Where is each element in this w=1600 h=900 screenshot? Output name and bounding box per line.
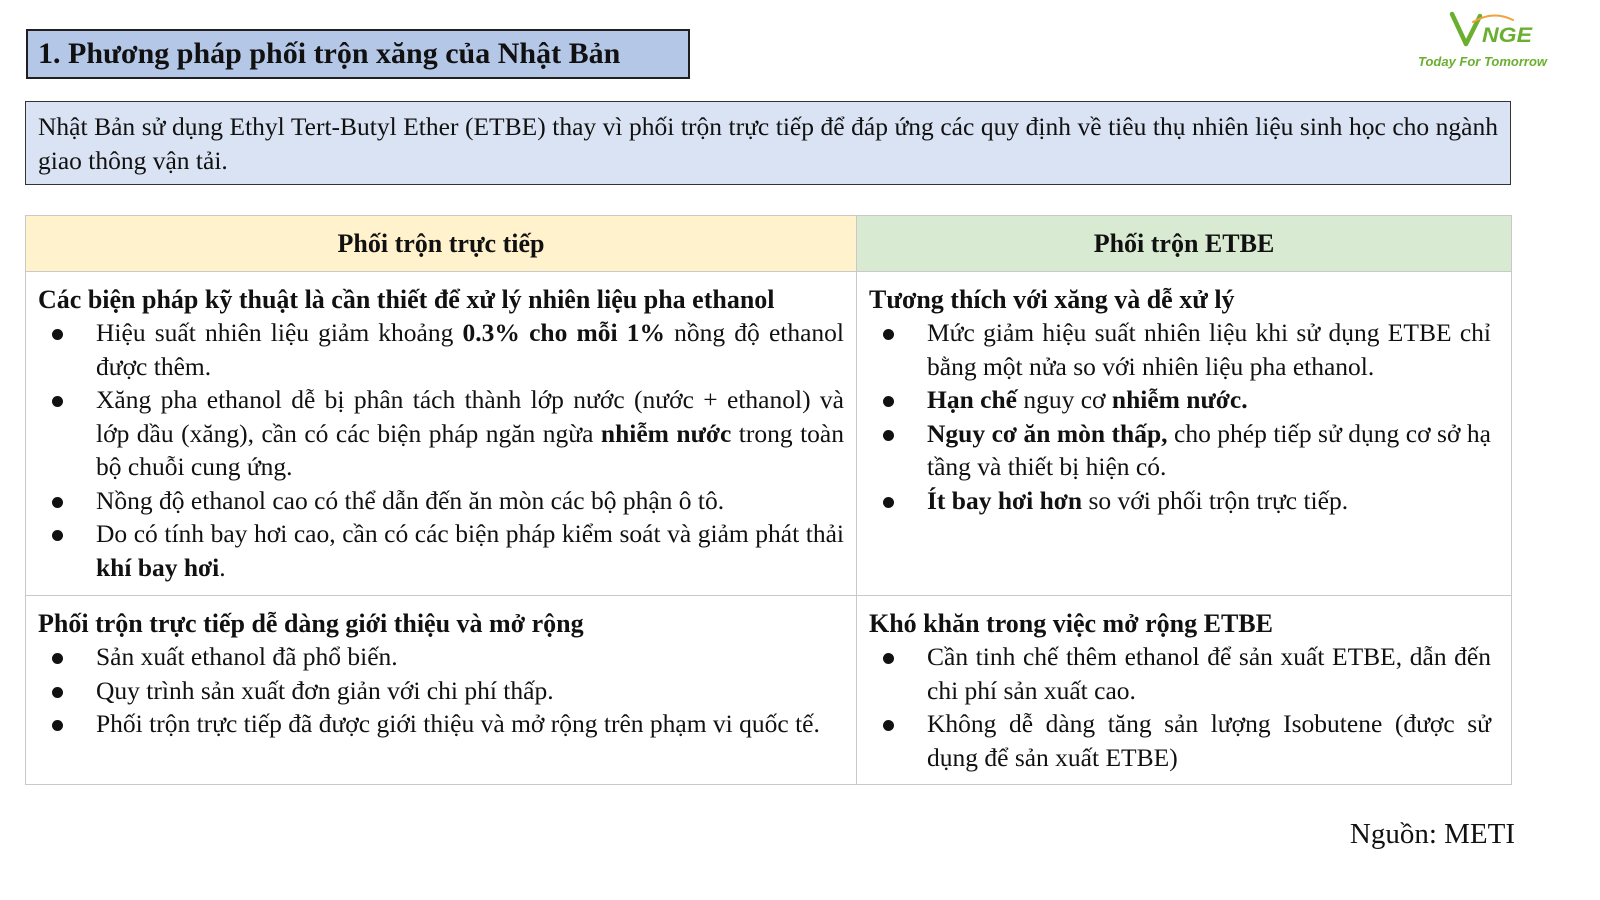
bullet-list — [38, 316, 844, 584]
cell-heading: Tương thích với xăng và dễ xử lý — [869, 285, 1235, 314]
list-item — [869, 484, 1491, 518]
table-cell — [857, 596, 1512, 785]
table-row — [26, 272, 1512, 596]
svg-text:NGE: NGE — [1482, 24, 1534, 47]
bullet-dot-icon — [52, 396, 63, 407]
bullet-dot-icon — [883, 653, 894, 664]
source-note: Nguồn: METI — [1349, 818, 1515, 850]
cell-heading: Các biện pháp kỹ thuật là cần thiết để xử lý nhiên liệu pha ethanol — [38, 285, 775, 314]
text-run: trong toàn bộ chuỗi cung ứng. — [96, 418, 844, 481]
bullet-dot-icon — [52, 497, 63, 508]
text-run: . — [219, 552, 226, 582]
list-item — [38, 316, 844, 383]
bullet-dot-icon — [52, 720, 63, 731]
list-item — [869, 383, 1491, 417]
text-run: Xăng pha ethanol dễ bị phân tách thành lớp nước (nước + ethanol) và lớp dầu (xăng), cần có các biện pháp ngăn ngừa — [96, 385, 844, 448]
bullet-dot-icon — [52, 687, 63, 698]
table-row — [26, 596, 1512, 785]
text-run: Do có tính bay hơi cao, cần có các biện pháp kiểm soát và giảm phát thải — [96, 519, 844, 548]
list-item — [38, 674, 844, 708]
intro-text: Nhật Bản sử dụng Ethyl Tert-Butyl Ether (ETBE) thay vì phối trộn trực tiếp để đáp ứng các quy định về tiêu thụ nhiên liệu sinh học cho ngành giao thông vận tải. — [25, 101, 1511, 185]
vnge-logo — [1415, 10, 1555, 75]
list-item — [869, 640, 1491, 707]
bullet-dot-icon — [883, 396, 894, 407]
bullet-dot-icon — [52, 653, 63, 664]
table-cell — [857, 272, 1512, 596]
bullet-list — [38, 640, 844, 741]
table-header-row — [26, 216, 1512, 272]
text-run: Phối trộn trực tiếp đã được giới thiệu và mở rộng trên phạm vi quốc tế. — [96, 709, 820, 738]
text-run: cho phép tiếp sử dụng cơ sở hạ tầng và thiết bị hiện có. — [927, 418, 1491, 481]
list-item — [38, 640, 844, 674]
bullet-dot-icon — [52, 329, 63, 340]
bold-text: Hạn chế — [927, 385, 1017, 414]
text-run: Sản xuất ethanol đã phổ biến. — [96, 642, 398, 671]
list-item — [38, 517, 844, 584]
bullet-dot-icon — [52, 530, 63, 541]
bullet-dot-icon — [883, 329, 894, 340]
list-item — [869, 417, 1491, 484]
text-run: Hiệu suất nhiên liệu giảm khoảng — [96, 318, 463, 347]
text-run: nồng độ ethanol được thêm. — [96, 318, 845, 381]
list-item — [869, 707, 1491, 774]
list-item — [38, 484, 844, 518]
text-run: nguy cơ — [1016, 385, 1112, 414]
text-run: Không dễ dàng tăng sản lượng Isobutene (được sử dụng để sản xuất ETBE) — [927, 709, 1491, 772]
bullet-list — [869, 316, 1491, 517]
text-run: Nồng độ ethanol cao có thể dẫn đến ăn mòn các bộ phận ô tô. — [96, 485, 725, 515]
table-cell — [26, 272, 857, 596]
text-run: so với phối trộn trực tiếp. — [1082, 485, 1349, 515]
bold-text: nhiễm nước — [600, 418, 732, 448]
bold-text: Nguy cơ ăn mòn thấp, — [927, 418, 1168, 448]
header-etbe-blending: Phối trộn ETBE — [857, 216, 1512, 272]
logo-mark-icon — [1449, 10, 1539, 52]
table-cell — [26, 596, 857, 785]
bullet-dot-icon — [883, 430, 894, 441]
bold-text: 0.3% cho mỗi 1% — [462, 318, 665, 347]
comparison-table — [25, 215, 1512, 785]
bullet-dot-icon — [883, 497, 894, 508]
text-run: Quy trình sản xuất đơn giản với chi phí thấp. — [96, 675, 554, 705]
header-direct-blending: Phối trộn trực tiếp — [26, 216, 857, 272]
list-item — [38, 707, 844, 741]
logo-slogan: Today For Tomorrow — [1418, 54, 1548, 69]
text-run: Cần tinh chế thêm ethanol để sản xuất ETBE, dẫn đến chi phí sản xuất cao. — [927, 642, 1491, 705]
bold-text: khí bay hơi — [96, 552, 220, 582]
list-item — [869, 316, 1491, 383]
bullet-dot-icon — [883, 720, 894, 731]
bullet-list — [869, 640, 1491, 774]
page-title: 1. Phương pháp phối trộn xăng của Nhật Bản — [26, 29, 690, 79]
cell-heading: Phối trộn trực tiếp dễ dàng giới thiệu và mở rộng — [38, 609, 584, 638]
bold-text: nhiễm nước. — [1111, 385, 1248, 414]
bold-text: Ít bay hơi hơn — [927, 485, 1083, 515]
text-run: Mức giảm hiệu suất nhiên liệu khi sử dụng ETBE chỉ bằng một nửa so với nhiên liệu pha ethanol. — [927, 318, 1491, 381]
cell-heading: Khó khăn trong việc mở rộng ETBE — [869, 609, 1273, 638]
list-item — [38, 383, 844, 484]
